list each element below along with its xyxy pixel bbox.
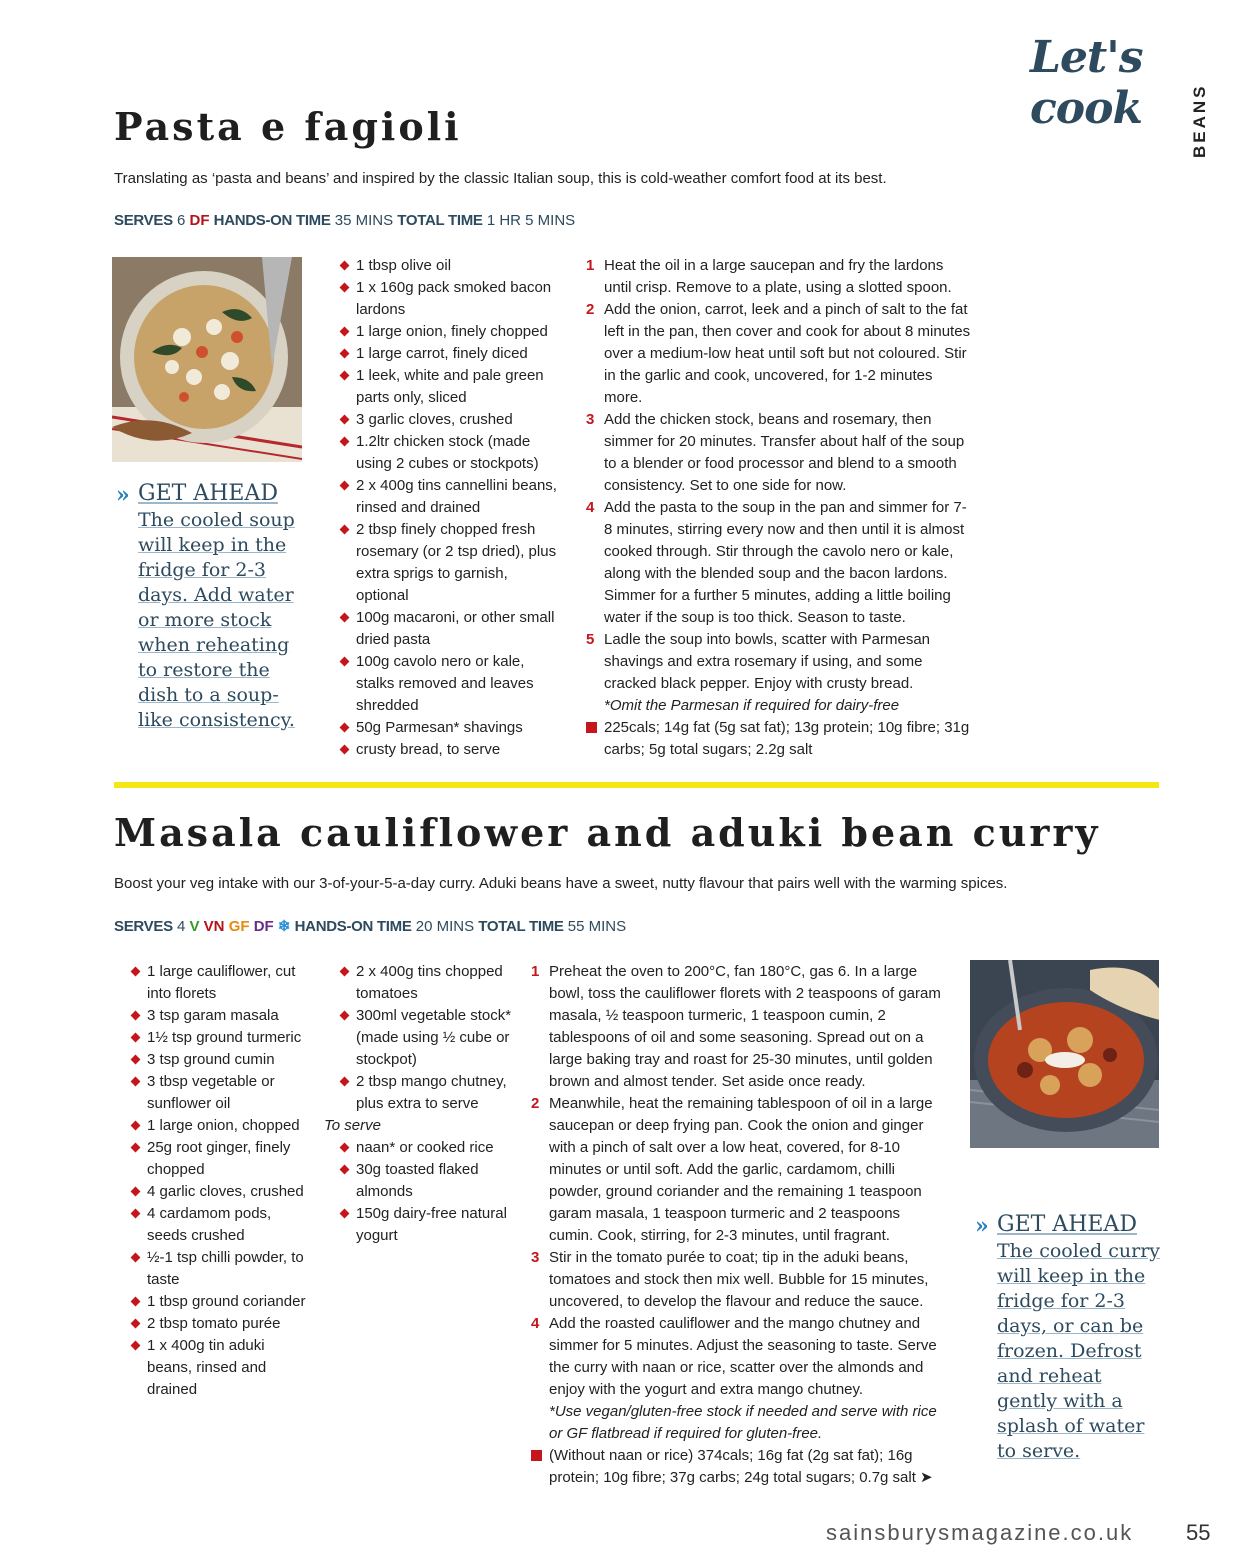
step-number: 3 <box>586 411 595 428</box>
recipe1-title: Pasta e fagioli <box>114 104 462 149</box>
double-chevron-icon: » <box>116 482 130 508</box>
ingredient-item: 100g cavolo nero or kale, stalks removed and leaves shredded <box>340 651 560 717</box>
step-number: 1 <box>586 257 595 274</box>
ingredient-item: 2 tbsp finely chopped fresh rosemary (or 2 tsp dried), plus extra sprigs to garnish, optional <box>340 519 560 607</box>
ingredient-item: 50g Parmesan* shavings <box>340 717 560 739</box>
recipe1-get-ahead <box>116 482 306 733</box>
step-text: Stir in the tomato purée to coat; tip in the aduki beans, tomatoes and stock then mix well. Bubble for 15 minutes, uncovered, to develop the flavour and reduce the sauce. <box>549 1249 929 1310</box>
ingredient-item: 4 cardamom pods, seeds crushed <box>131 1203 311 1247</box>
handson-value: 20 MINS <box>415 918 475 935</box>
serves-label: SERVES <box>114 212 173 229</box>
ingredient-item: 2 tbsp tomato purée <box>131 1313 311 1335</box>
recipe2-ingredients-b <box>324 961 515 1247</box>
recipe2-title: Masala cauliflower and aduki bean curry <box>114 810 1101 855</box>
method-step <box>531 961 946 1093</box>
diet-badge-df: DF <box>189 212 210 229</box>
step-number: 5 <box>586 631 595 648</box>
ingredient-item: 1 x 160g pack smoked bacon lardons <box>340 277 560 321</box>
ingredient-item: crusty bread, to serve <box>340 739 560 761</box>
recipe1-nutrition: 225cals; 14g fat (5g sat fat); 13g protein; 10g fibre; 31g carbs; 5g total sugars; 2.2g salt <box>586 717 974 761</box>
recipe2-meta <box>114 917 626 935</box>
method-step <box>531 1247 946 1313</box>
method-step <box>586 497 974 629</box>
get-ahead-text: The cooled soup will keep in the fridge for 2-3 days. Add water or more stock when reheating to restore the dish to a soup-like consistency. <box>138 509 295 731</box>
step-text: Meanwhile, heat the remaining tablespoon of oil in a large saucepan or deep frying pan. Cook the onion and ginger with a pinch of salt over a low heat, covered, for 8-10 minutes or until soft. Add the garlic, cardamom, chilli powder, ground coriander and the remaining 1 teaspoon garam masala, 1 teaspoon turmeric and 2 teaspoons cumin. Cook, stirring, for 2-3 minutes, until fragrant. <box>549 1095 933 1244</box>
ingredient-item: 3 tbsp vegetable or sunflower oil <box>131 1071 311 1115</box>
footer-url: sainsburysmagazine.co.uk <box>826 1520 1134 1545</box>
ingredient-item: 1 large carrot, finely diced <box>340 343 560 365</box>
recipe1-ingredients <box>340 255 560 761</box>
method-step <box>531 1313 946 1401</box>
step-number: 2 <box>586 301 595 318</box>
serves-value: 6 <box>176 212 186 229</box>
freezable-icon: ❄ <box>277 918 291 935</box>
method-step <box>586 409 974 497</box>
method-step <box>586 255 974 299</box>
ingredient-item: 100g macaroni, or other small dried pasta <box>340 607 560 651</box>
get-ahead-text: The cooled curry will keep in the fridge for 2-3 days, or can be frozen. Defrost and reheat gently with a splash of water to serve. <box>997 1240 1161 1462</box>
step-number: 4 <box>531 1315 540 1332</box>
ingredient-item: 1 x 400g tin aduki beans, rinsed and drained <box>131 1335 311 1401</box>
diet-badge-gf: GF <box>228 918 250 935</box>
method-step <box>586 299 974 409</box>
recipe2-note: *Use vegan/gluten-free stock if needed and serve with rice or GF flatbread if required for gluten-free. <box>549 1403 937 1442</box>
ingredient-item: 300ml vegetable stock* (made using ½ cube or stockpot) <box>340 1005 515 1071</box>
ingredient-item: 1½ tsp ground turmeric <box>131 1027 311 1049</box>
serves-label: SERVES <box>114 918 173 935</box>
step-text: Add the onion, carrot, leek and a pinch of salt to the fat left in the pan, then cover and cook for about 8 minutes over a medium-low heat until soft but not coloured. Stir in the garlic and cook, uncovered, for 1-2 minutes more. <box>604 301 971 406</box>
step-number: 1 <box>531 963 540 980</box>
step-text: Ladle the soup into bowls, scatter with Parmesan shavings and extra rosemary if using, and some cracked black pepper. Enjoy with crusty bread. <box>604 631 931 692</box>
recipe1-method <box>586 255 974 761</box>
step-text: Heat the oil in a large saucepan and fry the lardons until crisp. Remove to a plate, using a slotted spoon. <box>604 257 952 296</box>
recipe2-intro: Boost your veg intake with our 3-of-your-5-a-day curry. Aduki beans have a sweet, nutty flavour that pairs well with the warming spices. <box>114 875 1008 892</box>
recipe1-note: *Omit the Parmesan if required for dairy-free <box>604 697 900 714</box>
recipe2-get-ahead <box>975 1213 1165 1464</box>
method-step <box>586 629 974 695</box>
handson-label: HANDS-ON TIME <box>294 918 412 935</box>
soup-photo <box>112 257 302 462</box>
ingredient-item: 1 leek, white and pale green parts only, sliced <box>340 365 560 409</box>
get-ahead-heading: GET AHEAD <box>138 481 278 506</box>
ingredient-item: 1 large cauliflower, cut into florets <box>131 961 311 1005</box>
recipe2-nutrition: (Without naan or rice) 374cals; 16g fat (2g sat fat); 16g protein; 10g fibre; 37g carbs; 24g total sugars; 0.7g salt ➤ <box>531 1445 946 1489</box>
section-heading: Let's cook <box>1030 32 1143 134</box>
ingredient-item: naan* or cooked rice <box>340 1137 515 1159</box>
ingredient-item: 1 large onion, chopped <box>131 1115 311 1137</box>
ingredient-item: 1 large onion, finely chopped <box>340 321 560 343</box>
ingredient-item: 2 tbsp mango chutney, plus extra to serve <box>340 1071 515 1115</box>
ingredient-item: 1 tbsp ground coriander <box>131 1291 311 1313</box>
step-number: 2 <box>531 1095 540 1112</box>
diet-badge-df: DF <box>253 918 274 935</box>
recipe2-ingredients-a <box>131 961 311 1401</box>
diet-badge-vn: VN <box>203 918 225 935</box>
step-text: Add the roasted cauliflower and the mango chutney and simmer for 5 minutes. Adjust the seasoning to taste. Serve the curry with naan or rice, scatter over the almonds and enjoy with the yogurt and extra mango chutney. <box>549 1315 937 1398</box>
step-text: Add the chicken stock, beans and rosemary, then simmer for 20 minutes. Transfer about half of the soup to a blender or food processor and blend to a smooth consistency. Set to one side for now. <box>604 411 965 494</box>
method-step <box>531 1093 946 1247</box>
recipe1-intro: Translating as ‘pasta and beans’ and inspired by the classic Italian soup, this is cold-weather comfort food at its best. <box>114 170 887 187</box>
ingredient-item: 2 x 400g tins chopped tomatoes <box>340 961 515 1005</box>
ingredient-item: 3 garlic cloves, crushed <box>340 409 560 431</box>
yellow-divider <box>114 782 1159 788</box>
total-label: TOTAL TIME <box>478 918 564 935</box>
ingredient-item: 150g dairy-free natural yogurt <box>340 1203 515 1247</box>
ingredient-item: 30g toasted flaked almonds <box>340 1159 515 1203</box>
step-number: 4 <box>586 499 595 516</box>
total-label: TOTAL TIME <box>397 212 483 229</box>
ingredient-item: 3 tsp ground cumin <box>131 1049 311 1071</box>
handson-value: 35 MINS <box>334 212 394 229</box>
ingredient-item: 1 tbsp olive oil <box>340 255 560 277</box>
page-number: 55 <box>1186 1520 1211 1545</box>
ingredient-item: 4 garlic cloves, crushed <box>131 1181 311 1203</box>
total-value: 1 HR 5 MINS <box>486 212 576 229</box>
step-text: Preheat the oven to 200°C, fan 180°C, gas 6. In a large bowl, toss the cauliflower florets with 2 teaspoons of garam masala, ½ teaspoon turmeric, 1 teaspoon cumin, 2 tablespoons of oil and some seasoning. Spread out on a large baking tray and roast for 25-30 minutes, until golden brown and almost tender. Set aside once ready. <box>549 963 941 1090</box>
section-tag: BEANS <box>1190 83 1209 158</box>
recipe2-method <box>531 961 946 1489</box>
step-text: Add the pasta to the soup in the pan and simmer for 7-8 minutes, stirring every now and then until it is almost cooked through. Stir through the cavolo nero or kale, along with the blended soup and the bacon lardons. Simmer for a further 5 minutes, adding a little boiling water if the soup is too thick. Season to taste. <box>604 499 967 626</box>
double-chevron-icon: » <box>975 1213 989 1239</box>
ingredient-item: 3 tsp garam masala <box>131 1005 311 1027</box>
ingredient-item: ½-1 tsp chilli powder, to taste <box>131 1247 311 1291</box>
ingredient-item: 2 x 400g tins cannellini beans, rinsed and drained <box>340 475 560 519</box>
curry-photo <box>970 960 1159 1148</box>
get-ahead-heading: GET AHEAD <box>997 1212 1137 1237</box>
handson-label: HANDS-ON TIME <box>213 212 331 229</box>
recipe1-meta <box>114 212 575 229</box>
total-value: 55 MINS <box>567 918 627 935</box>
to-serve-label: To serve <box>324 1117 381 1134</box>
diet-badge-v: V <box>189 918 200 935</box>
ingredient-item: 25g root ginger, finely chopped <box>131 1137 311 1181</box>
serves-value: 4 <box>176 918 186 935</box>
ingredient-item: 1.2ltr chicken stock (made using 2 cubes or stockpots) <box>340 431 560 475</box>
step-number: 3 <box>531 1249 540 1266</box>
